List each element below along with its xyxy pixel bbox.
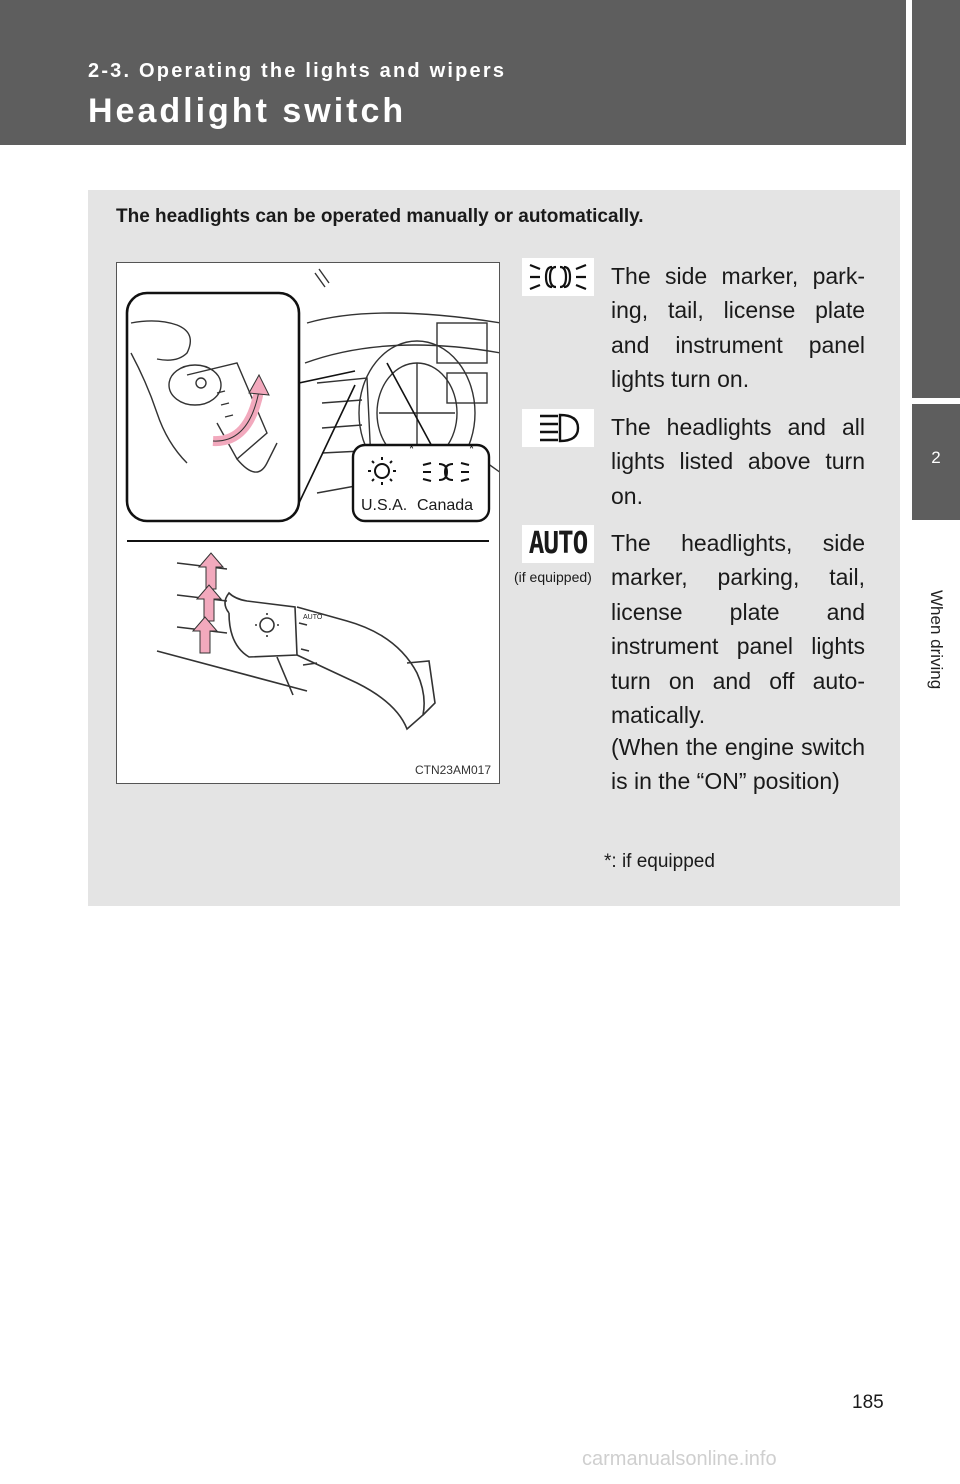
- headlight-icon: [522, 409, 594, 447]
- section-label: 2-3. Operating the lights and wipers: [88, 60, 507, 82]
- figure-code: CTN23AM017: [414, 763, 491, 777]
- page-title: Headlight switch: [88, 92, 407, 130]
- if-equipped-note: (if equipped): [514, 569, 592, 585]
- illustration-drawing: [117, 263, 500, 784]
- auto-icon-text: AUTO: [528, 526, 588, 562]
- footnote: *: if equipped: [604, 851, 715, 872]
- chapter-name: When driving: [927, 590, 946, 690]
- chapter-number: 2: [931, 448, 941, 467]
- auto-icon: [522, 525, 594, 563]
- asterisk-canada: *: [469, 441, 475, 456]
- headlight-switch-illustration: [116, 262, 500, 784]
- position-1-description: The side marker, park-ing, tail, license plate and instrument panel lights turn on.: [611, 263, 865, 393]
- lever-auto-mark: AUTO: [303, 614, 323, 621]
- label-canada: Canada: [417, 497, 474, 514]
- position-2-description: The headlights and all lights listed above turn on.: [611, 414, 865, 509]
- watermark: carmanualsonline.info: [582, 1448, 777, 1470]
- intro-text: The headlights can be operated manually or automatically.: [116, 206, 644, 227]
- label-usa: U.S.A.: [361, 497, 408, 514]
- page-number: 185: [852, 1392, 884, 1413]
- position-3-condition: (When the engine switch is in the “ON” position): [611, 734, 865, 795]
- position-3-description: The headlights, side marker, parking, tail, license plate and instrument panel lights turn on and off auto-matically.: [611, 530, 865, 729]
- asterisk-us: *: [409, 441, 415, 456]
- chapter-side-tab: [912, 0, 960, 1484]
- side-tab-bar-top: [912, 0, 960, 398]
- side-marker-lights-icon: [522, 258, 594, 296]
